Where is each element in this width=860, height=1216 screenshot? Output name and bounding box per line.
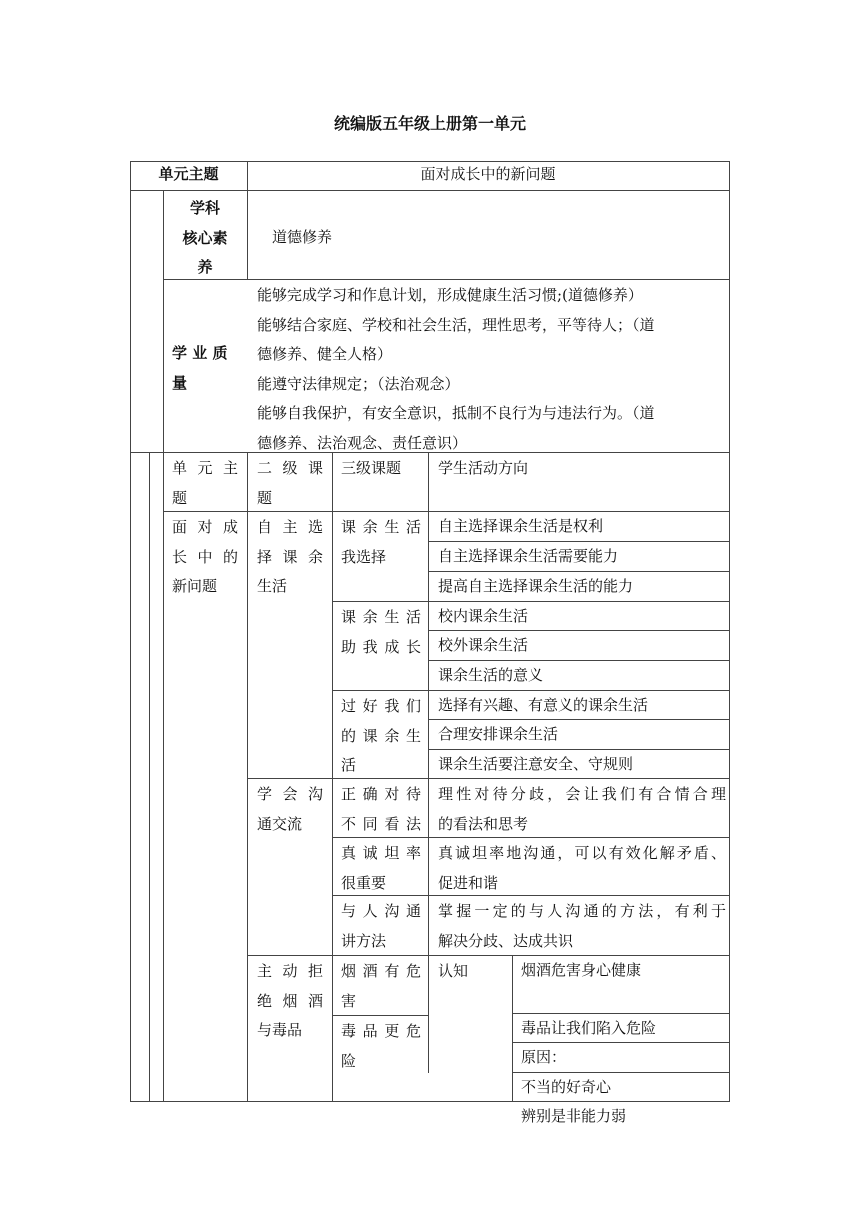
activity-item: 毒品让我们陷入危险: [521, 1019, 657, 1037]
third-topic: 的课余生: [341, 726, 421, 745]
core-literacy-label: 养: [197, 258, 213, 276]
third-topic: 正确对待: [341, 785, 421, 803]
academic-quality-line: 能够结合家庭、学校和社会生活，理性思考，平等待人；（道: [257, 315, 655, 334]
table-rule: [428, 778, 730, 779]
second-topic-3: 绝烟酒: [257, 991, 323, 1010]
academic-quality-line: 能够自我保护，有安全意识，抵制不良行为与违法行为。（道: [257, 404, 655, 422]
header-unit-theme: 单元主: [172, 459, 238, 477]
table-rule: [729, 161, 730, 1102]
table-rule: [332, 895, 730, 896]
academic-quality-line: 能够完成学习和作息计划，形成健康生活习惯;(道德修养）: [257, 286, 643, 304]
academic-quality-label: 学 业 质: [172, 344, 228, 362]
table-rule: [332, 837, 730, 838]
table-rule: [247, 955, 333, 956]
second-topic-1: 生活: [257, 577, 288, 595]
activity-item: 真诚坦率地沟通，可以有效化解矛盾、: [438, 844, 726, 862]
table-rule: [332, 778, 429, 779]
activity-item: 自主选择课余生活需要能力: [438, 547, 619, 565]
third-topic: 毒品更危: [341, 1022, 421, 1040]
second-topic-2: 学会沟: [257, 785, 323, 803]
second-topic-1: 自主选: [257, 518, 323, 536]
third-topic: 害: [341, 991, 357, 1010]
core-literacy-label: 学科: [189, 199, 220, 217]
unit-name: 长中的: [172, 547, 238, 566]
table-rule: [332, 601, 429, 602]
third-topic: 险: [341, 1051, 357, 1070]
activity-item: 原因：: [521, 1048, 567, 1066]
activity-item: 解决分歧、达成共识: [438, 931, 574, 950]
header-unit-theme: 题: [172, 488, 188, 507]
table-rule: [247, 778, 333, 779]
unit-name: 面对成: [172, 518, 238, 536]
core-literacy-value: 道德修养: [272, 228, 333, 246]
third-topic: 烟酒有危: [341, 962, 421, 980]
cognition-label: 认知: [438, 962, 469, 980]
third-topic: 讲方法: [341, 931, 387, 950]
activity-item: 掌握一定的与人沟通的方法，有利于: [438, 902, 726, 920]
academic-quality-line: 德修养、法治观念、责任意识）: [257, 433, 468, 452]
header-second-topic: 二级课: [257, 459, 323, 477]
second-topic-2: 通交流: [257, 814, 303, 833]
activity-item: 理性对待分歧，会让我们有合情合理: [438, 785, 726, 803]
activity-item: 自主选择课余生活是权利: [438, 517, 604, 535]
third-topic: 不同看法: [341, 814, 421, 833]
header-second-topic: 题: [257, 488, 273, 507]
academic-quality-label: 量: [172, 373, 188, 392]
third-topic: 过好我们: [341, 697, 421, 715]
table-rule: [512, 955, 513, 1102]
table-rule: [332, 1015, 429, 1016]
third-topic: 很重要: [341, 873, 387, 892]
third-topic: 课余生活: [341, 608, 421, 626]
header-activity: 学生活动方向: [438, 459, 529, 477]
table-rule: [332, 452, 333, 1102]
activity-item: 不当的好奇心: [521, 1078, 612, 1096]
table-rule: [130, 161, 131, 1102]
table-rule: [247, 452, 248, 1102]
unit-theme-value: 面对成长中的新问题: [420, 165, 556, 183]
third-topic: 我选择: [341, 547, 387, 566]
third-topic: 与人沟通: [341, 902, 421, 920]
table-rule: [332, 690, 429, 691]
table-rule: [428, 452, 429, 1073]
third-topic: 活: [341, 756, 357, 774]
table-rule: [163, 452, 164, 1102]
core-literacy-label: 核心素: [182, 228, 228, 247]
unit-name: 新问题: [172, 577, 218, 595]
activity-item: 选择有兴趣、有意义的课余生活: [438, 696, 649, 714]
activity-item: 的看法和思考: [438, 814, 529, 833]
academic-quality-line: 德修养、健全人格）: [257, 345, 393, 363]
second-topic-3: 与毒品: [257, 1021, 303, 1039]
third-topic: 课余生活: [341, 518, 421, 536]
activity-item: 辨别是非能力弱: [521, 1107, 627, 1125]
table-rule: [130, 190, 730, 191]
activity-item: 合理安排课余生活: [438, 725, 559, 743]
activity-item: 课余生活的意义: [438, 666, 544, 684]
activity-item: 烟酒危害身心健康: [521, 961, 642, 979]
activity-item: 促进和谐: [438, 873, 499, 892]
table-rule: [163, 279, 730, 280]
activity-item: 提高自主选择课余生活的能力: [438, 577, 634, 595]
unit-theme-label: 单元主题: [158, 165, 219, 183]
document-title: 统编版五年级上册第一单元: [333, 114, 526, 133]
academic-quality-line: 能遵守法律规定；（法治观念）: [257, 374, 460, 393]
activity-item: 课余生活要注意安全、守规则: [438, 755, 634, 773]
activity-item: 校内课余生活: [438, 607, 529, 625]
third-topic: 真诚坦率: [341, 844, 421, 862]
table-rule: [149, 452, 150, 1102]
third-topic: 助我成长: [341, 637, 421, 656]
header-third-topic: 三级课题: [341, 459, 402, 477]
second-topic-1: 择课余: [257, 547, 323, 566]
second-topic-3: 主动拒: [257, 962, 323, 980]
activity-item: 校外课余生活: [438, 636, 529, 654]
